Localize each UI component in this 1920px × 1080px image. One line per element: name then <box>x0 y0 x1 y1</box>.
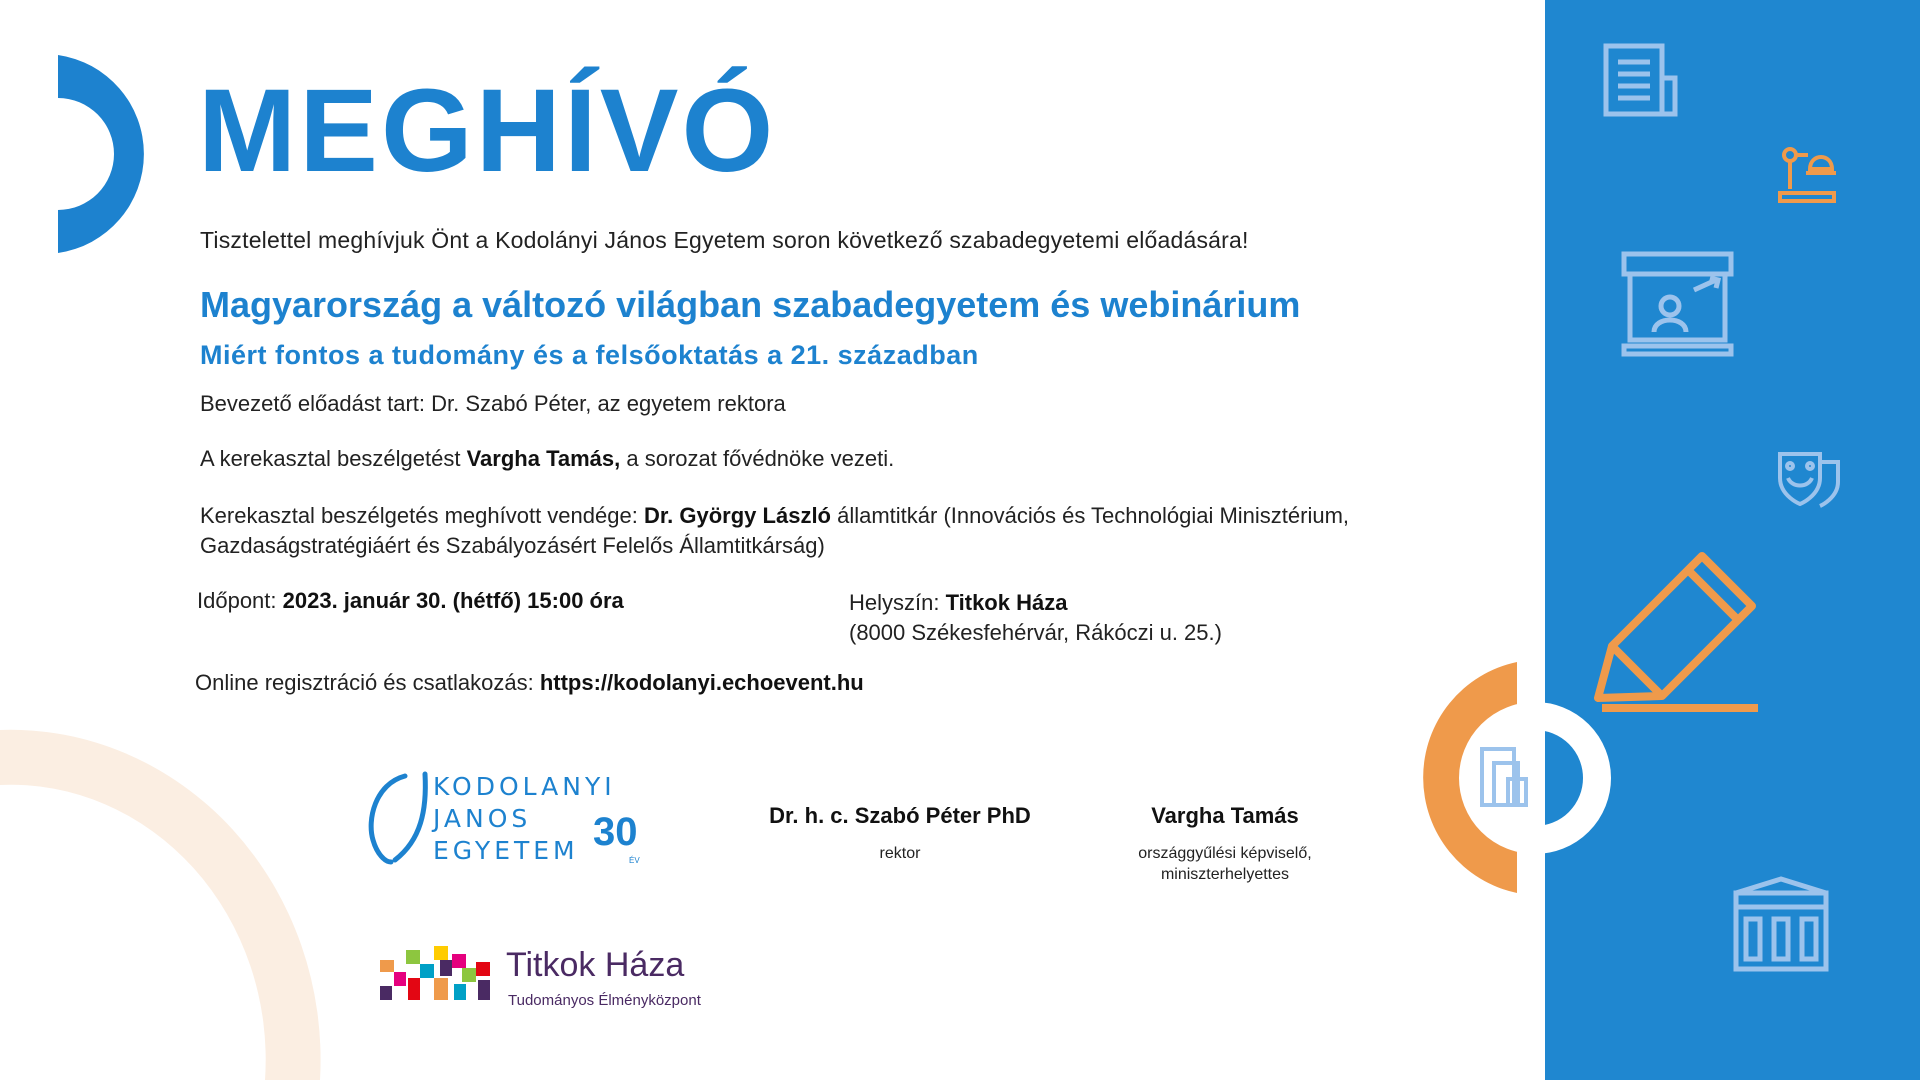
online-url-link[interactable]: https://kodolanyi.echoevent.hu <box>539 670 864 695</box>
online-label: Online regisztráció és csatlakozás: <box>195 670 540 695</box>
theater-masks-icon <box>1776 448 1842 514</box>
bottom-left-arc <box>0 730 321 1080</box>
guest-suffix: államtitkár (Innovációs és Technológiai Minisztérium, <box>831 503 1350 528</box>
newspaper-icon <box>1600 42 1680 122</box>
titkok-haza-subtitle: Tudományos Élményközpont <box>508 992 701 1009</box>
signature-role-line2: miniszterhelyettes <box>1160 866 1290 883</box>
kje-logo-mark <box>365 770 435 866</box>
moderator-suffix: a sorozat fővédnöke vezeti. <box>620 446 895 471</box>
pen-icon <box>1592 548 1762 718</box>
signature-vargha <box>1080 803 1370 885</box>
intro-lecture-text: Bevezető előadást tart: Dr. Szabó Péter, az egyetem rektora <box>200 391 786 416</box>
desk-lamp-icon <box>1776 145 1838 207</box>
place-address: (8000 Székesfehérvár, Rákóczi u. 25.) <box>849 620 1222 645</box>
signature-role-line1: országgyűlési képviselő, <box>1138 845 1312 862</box>
kje-line2: JANOS <box>433 804 532 833</box>
guest-line2: Gazdaságstratégiáért és Szabályozásért Felelős Államtitkárság) <box>200 533 825 558</box>
time-label: Időpont: <box>197 588 283 613</box>
time-info <box>197 588 624 614</box>
moderator-text <box>200 446 894 472</box>
guest-prefix: Kerekasztal beszélgetés meghívott vendége: <box>200 503 644 528</box>
page-title: MEGHÍVÓ <box>198 65 777 197</box>
event-title: Magyarország a változó világban szabadegyetem és webinárium <box>200 284 1301 325</box>
guest-text <box>200 501 1500 561</box>
kje-ev-label: ÉV <box>629 856 640 865</box>
kje-line1: KODOLANYI <box>433 772 616 801</box>
time-value: 2023. január 30. (hétfő) 15:00 óra <box>282 588 624 613</box>
signature-role <box>1080 843 1370 885</box>
kje-line3: EGYETEM <box>433 836 579 865</box>
columns-building-icon <box>1478 743 1538 811</box>
event-subtitle: Miért fontos a tudomány és a felsőoktatás a 21. században <box>200 340 979 370</box>
signature-role: rektor <box>879 845 921 862</box>
titkok-haza-logo <box>378 940 718 1010</box>
top-left-arc <box>58 55 144 253</box>
signature-name: Dr. h. c. Szabó Péter PhD <box>769 803 1031 828</box>
online-info <box>195 670 864 696</box>
signature-rector <box>730 803 1070 864</box>
place-info <box>849 588 1222 648</box>
moderator-name: Vargha Tamás, <box>466 446 621 471</box>
signature-name: Vargha Tamás <box>1151 803 1299 828</box>
place-value: Titkok Háza <box>945 590 1068 615</box>
moderator-prefix: A kerekasztal beszélgetést <box>200 446 467 471</box>
online-lecture-icon <box>1620 250 1735 362</box>
building-icon <box>1732 875 1830 973</box>
titkok-haza-logo-mark <box>378 942 498 1008</box>
titkok-haza-name: Titkok Háza <box>506 946 685 984</box>
place-label: Helyszín: <box>849 590 946 615</box>
kje-logo <box>365 770 650 866</box>
kje-30-badge: 30 <box>593 810 638 854</box>
intro-text: Tisztelettel meghívjuk Önt a Kodolányi János Egyetem soron következő szabadegyetemi előadására! <box>200 227 1249 253</box>
guest-name: Dr. György László <box>643 503 831 528</box>
